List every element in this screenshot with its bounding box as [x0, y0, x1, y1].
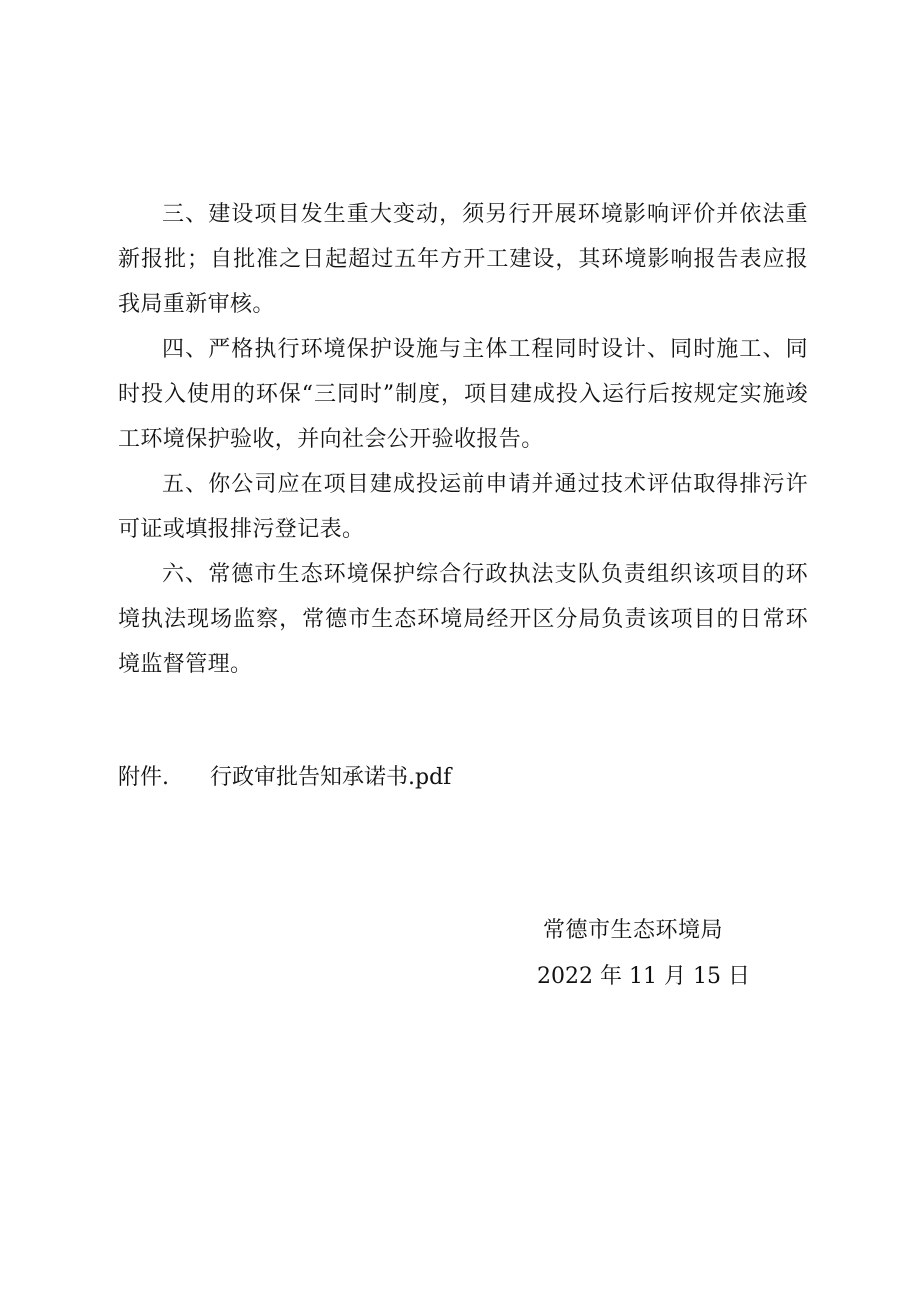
- attachment-file-link[interactable]: 行政审批告知承诺书.pdf: [210, 765, 452, 790]
- paragraph-item-5: 五、你公司应在项目建成投运前申请并通过技术评估取得排污许可证或填报排污登记表。: [118, 472, 808, 542]
- document-body: [118, 192, 808, 687]
- attachment-label: 附件.: [118, 765, 169, 790]
- paragraph-item-4: 四、严格执行环境保护设施与主体工程同时设计、同时施工、同时投入使用的环保“三同时”制度，项目建成投入运行后按规定实施竣工环境保护验收，并向社会公开验收报告。: [118, 337, 808, 452]
- paragraph-item-6: 六、常德市生态环境保护综合行政执法支队负责组织该项目的环境执法现场监察，常德市生态环境局经开区分局负责该项目的日常环境监督管理。: [118, 562, 808, 677]
- paragraph-item-3: 三、建设项目发生重大变动，须另行开展环境影响评价并依法重新报批；自批准之日起超过五年方开工建设，其环境影响报告表应报我局重新审核。: [118, 202, 808, 317]
- issue-date: 2022 年 11 月 15 日: [537, 964, 750, 989]
- signature-block: [537, 908, 750, 1000]
- issuing-organization: 常德市生态环境局: [543, 918, 724, 943]
- attachment-line: [118, 758, 451, 798]
